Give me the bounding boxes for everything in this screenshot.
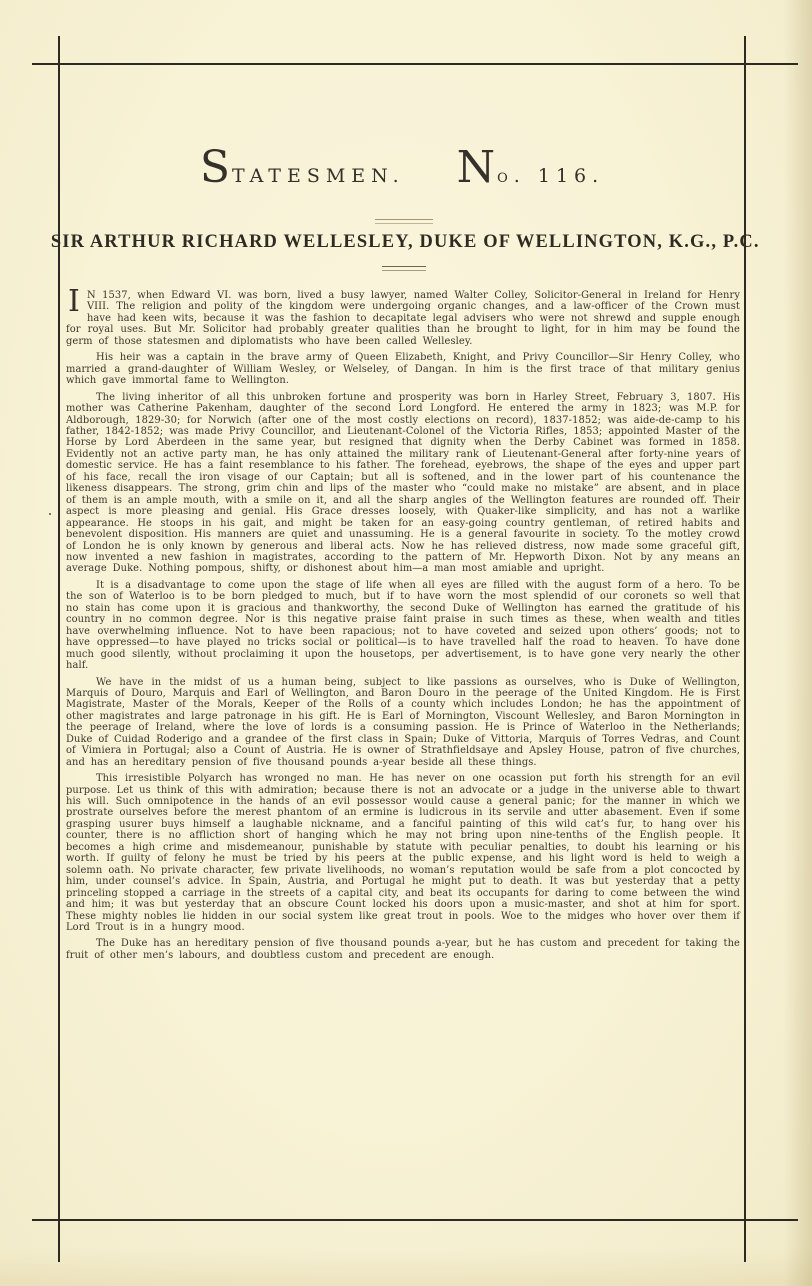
paragraph: This irresistible Polyarch has wronged no man. He has never on one ocassion put forth his strength for an evil purpose. Let us think of this with admiration; because there is not an advocate or a judge in the universe able to thwart his will. Such omnipotence in the hands of an evil possessor would cause a general panic; for the manner in which we prostrate ourselves before the merest phantom of an ermine is ludicrous in its servile and utter abasement. Even if some grasping usurer buys himself a laughable nickname, and a fanciful painting of this wild cat’s fur, to hang over his counter, there is no affliction short of hanging which he may not bring upon nine-tenths of the English people. It becomes a high crime and misdemeanour, punishable by statute with peculiar penalties, to doubt his learning or his worth. If guilty of felony he must be tried by his peers at the public expense, and his light word is held to weigh a solemn oath. No private character, few private livelihoods, no woman’s reputation would be safe from a plot concocted by him, under counsel’s advice. In Spain, Austria, and Portugal he might put to death. It was but yesterday that a petty princeling stopped a carriage in the streets of a capital city, and beat its occupants for daring to come between the wind and him; it was but yesterday that an obscure Count locked his doors upon a music-master, and shot at him for sport. These mighty nobles lie hidden in our social system like great trout in pools. Woe to the midges who hover over them if Lord Trout is in a hungry mood. [66, 773, 740, 934]
paragraph: The Duke has an hereditary pension of five thousand pounds a-year, but he has custom and precedent for taking the fruit of other men’s labours, and doubtless custom and precedent are enough. [66, 938, 740, 961]
drop-cap: I [68, 284, 80, 319]
heading-divider [382, 266, 426, 271]
series-number-rest: o. 116. [497, 165, 605, 187]
series-title-initial: S [199, 142, 232, 193]
paragraph: It is a disadvantage to come upon the stage of life when all eyes are filled with the august form of a hero. To be the son of Waterloo is to be born pledged to much, but if to have worn the most splendid of our coronets so well that no stain has come upon it is gracious and thankworthy, the second Duke of Wellington has earned the gratitude of his country in no common degree. Nor is this negative praise faint praise in such times as these, when wealth and titles have overwhelming influence. Not to have been rapacious; not to have coveted and seized upon others’ goods; not to have oppressed—to have played no tricks social or political—is to have travelled half the road to heaven. To have done much good silently, without proclaiming it upon the housetops, per advertisement, is to have gone very nearly the other half. [66, 579, 740, 672]
masthead-divider [375, 219, 433, 224]
paragraph-text: N 1537, when Edward VI. was born, lived a busy lawyer, named Walter Colley, Solicitor-General in Ireland for Henry VIII. The religion and polity of the kingdom were undergoing organic changes, and a law-officer of the Crown must have had keen wits, because it was the fashion to decapitate legal advisers who were not shrewd and supple enough for royal uses. But Mr. Solicitor had probably greater qualities than he brought to light, for in him may be found the germ of those statesmen and diplomatists who have been called Wellesley. [66, 290, 740, 347]
series-title-rest: TATESMEN. [231, 165, 405, 187]
masthead [66, 142, 738, 193]
paragraph: His heir was a captain in the brave army of Queen Elizabeth, Knight, and Privy Councillor—Sir Henry Colley, who married a grand-daughter of William Wesley, or Welseley, of Dangan. In him is the first trace of that military genius which gave immortal fame to Wellington. [66, 352, 740, 387]
paragraph: The living inheritor of all this unbroken fortune and prosperity was born in Harley Street, February 3, 1807. His mother was Catherine Pakenham, daughter of the second Lord Longford. He entered the army in 1823; was M.P. for Aldborough, 1829-30; for Norwich (after one of the most costly elections on record), 1837-1852; was aide-de-camp to his father, 1842-1852; was made Privy Councillor, and Lieutenant-Colonel of the Victoria Rifles, 1853; appointed Master of the Horse by Lord Aberdeen in the same year, but resigned that dignity when the Derby Cabinet was formed in 1858. Evidently not an active party man, he has only attained the military rank of Lieutenant-General after forty-nine years of domestic service. He has a faint resemblance to his father. The forehead, eyebrows, the shape of the eyes and upper part of his face, recall the iron visage of our Captain; but all is softened, and in the lower part of his countenance the likeness disappears. The strong, grim chin and lips of the master who “could make no mistake” are absent, and in place of them is an ample mouth, with a smile on it, and all the sharp angles of the Wellington features are rounded off. Their aspect is more pleasing and genial. His Grace dresses loosely, with Quaker-like simplicity, and has not a warlike appearance. He stoops in his gait, and might be taken for an easy-going country gentleman, of retired habits and benevolent disposition. His manners are quiet and unassuming. He is a general favourite in society. To the motley crowd of London he is only known by generous and liberal acts. Now he has relieved distress, now made some graceful gift, now invented a new fashion in magistrates, according to the pattern of Mr. Hepworth Dixon. Not by any means an average Duke. Nothing pompous, shifty, or dishonest about him—a man most amiable and upright. [66, 391, 740, 575]
series-title [199, 142, 405, 193]
frame-top-rule [32, 63, 798, 65]
article-heading: SIR ARTHUR RICHARD WELLESLEY, DUKE OF WELLINGTON, K.G., P.C. [50, 231, 760, 252]
series-number [456, 142, 605, 193]
frame-bottom-rule [32, 1219, 798, 1221]
paragraph [66, 284, 740, 347]
series-number-initial: N [456, 142, 498, 193]
article-body [66, 284, 740, 966]
frame-right-rule [744, 36, 746, 1262]
print-artifact-dot [49, 513, 51, 515]
frame-left-rule [58, 36, 60, 1262]
paragraph: We have in the midst of us a human being, subject to like passions as ourselves, who is Duke of Wellington, Marquis of Douro, Marquis and Earl of Wellington, and Baron Douro in the peerage of the United Kingdom. He is First Magistrate, Master of the Morals, Keeper of the Rolls of a county which includes London; he has the appointment of other magistrates and large patronage in his gift. He is Earl of Mornington, Viscount Wellesley, and Baron Mornington in the peerage of Ireland, where the love of lords is a consuming passion. He is Prince of Waterloo in the Netherlands; Duke of Cuidad Roderigo and a grandee of the first class in Spain; Duke of Vittoria, Marquis of Torres Vedras, and Count of Vimiera in Portugal; also a Count of Austria. He is owner of Strathfieldsaye and Apsley House, patron of five churches, and has an hereditary pension of five thousand pounds a-year beside all these things. [66, 676, 740, 768]
